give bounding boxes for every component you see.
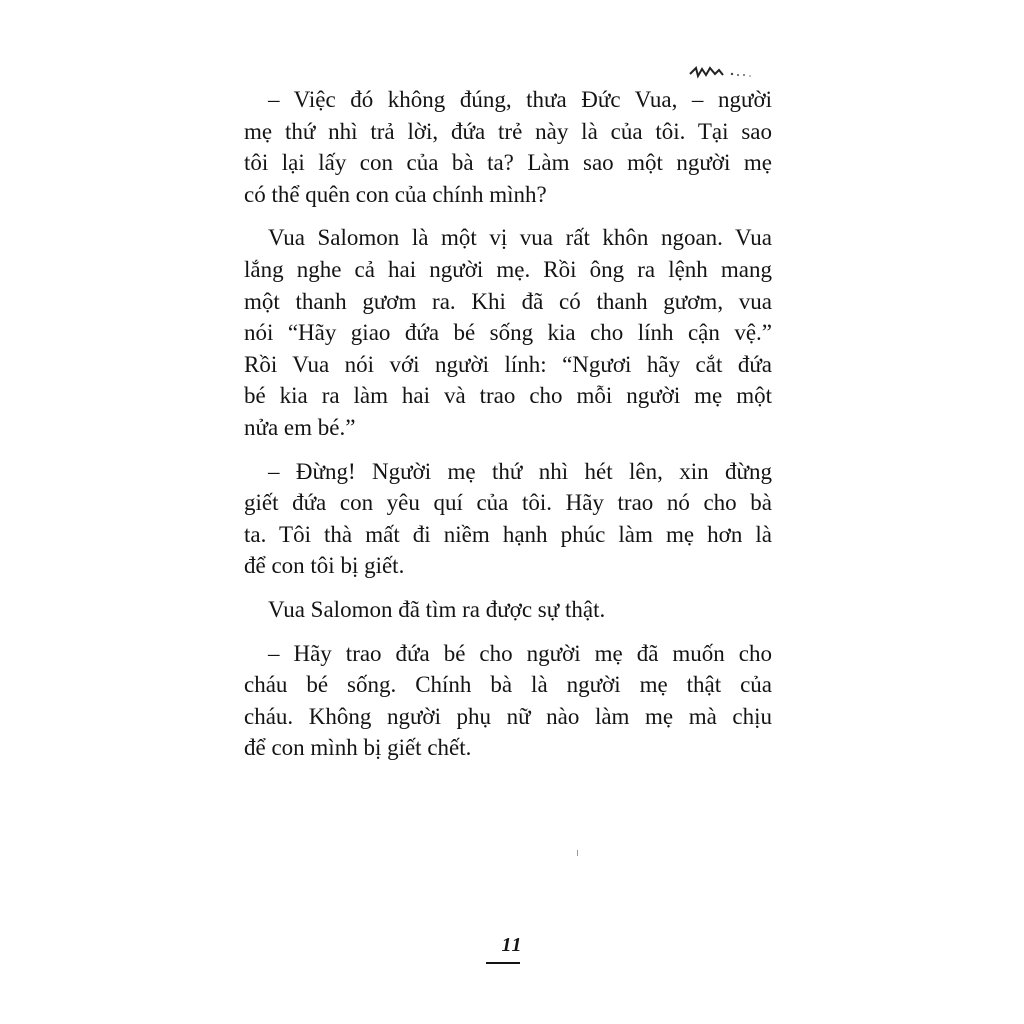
paragraph-truth-found [244, 594, 772, 626]
text-line: mẹ thứ nhì trả lời, đứa trẻ này là của tôi. Tại sao [244, 118, 772, 144]
text-line: cháu bé sống. Chính bà là người mẹ thật của [244, 672, 772, 698]
text-line: có thể quên con của chính mình? [244, 181, 547, 207]
text-line: – Việc đó không đúng, thưa Đức Vua, – người [268, 87, 772, 112]
scan-smudge-mark [688, 60, 760, 82]
paragraph-dialogue-plea [244, 456, 772, 582]
text-line: một thanh gươm ra. Khi đã có thanh gươm, vua [244, 288, 772, 314]
text-line: lắng nghe cả hai người mẹ. Rồi ông ra lệnh mang [244, 256, 772, 282]
text-line: tôi lại lấy con của bà ta? Làm sao một người mẹ [244, 150, 772, 176]
text-line: nửa em bé.” [244, 414, 356, 440]
text-line: giết đứa con yêu quí của tôi. Hãy trao nó cho bà [244, 490, 772, 516]
text-line: Vua Salomon đã tìm ra được sự thật. [268, 596, 606, 622]
text-line: để con mình bị giết chết. [244, 735, 472, 761]
paragraph-king-salomon [244, 222, 772, 443]
text-line: bé kia ra làm hai và trao cho mỗi người mẹ một [244, 383, 772, 409]
story-text [244, 84, 772, 776]
paragraph-dialogue-second-mother [244, 84, 772, 210]
scan-speck [577, 850, 578, 856]
page-number-underline [486, 962, 520, 964]
text-line: nói “Hãy giao đứa bé sống kia cho lính cận vệ.” [244, 320, 772, 346]
text-line: ta. Tôi thà mất đi niềm hạnh phúc làm mẹ hơn là [244, 521, 772, 547]
text-line: – Đừng! Người mẹ thứ nhì hét lên, xin đừng [268, 458, 772, 484]
text-line: để con tôi bị giết. [244, 553, 405, 579]
text-line: cháu. Không người phụ nữ nào làm mẹ mà chịu [244, 703, 772, 729]
paragraph-dialogue-verdict [244, 638, 772, 764]
page-number: 11 [501, 934, 523, 956]
text-line: – Hãy trao đứa bé cho người mẹ đã muốn cho [268, 640, 772, 666]
text-line: Vua Salomon là một vị vua rất khôn ngoan. Vua [268, 225, 772, 251]
text-line: Rồi Vua nói với người lính: “Ngươi hãy cắt đứa [244, 351, 772, 377]
